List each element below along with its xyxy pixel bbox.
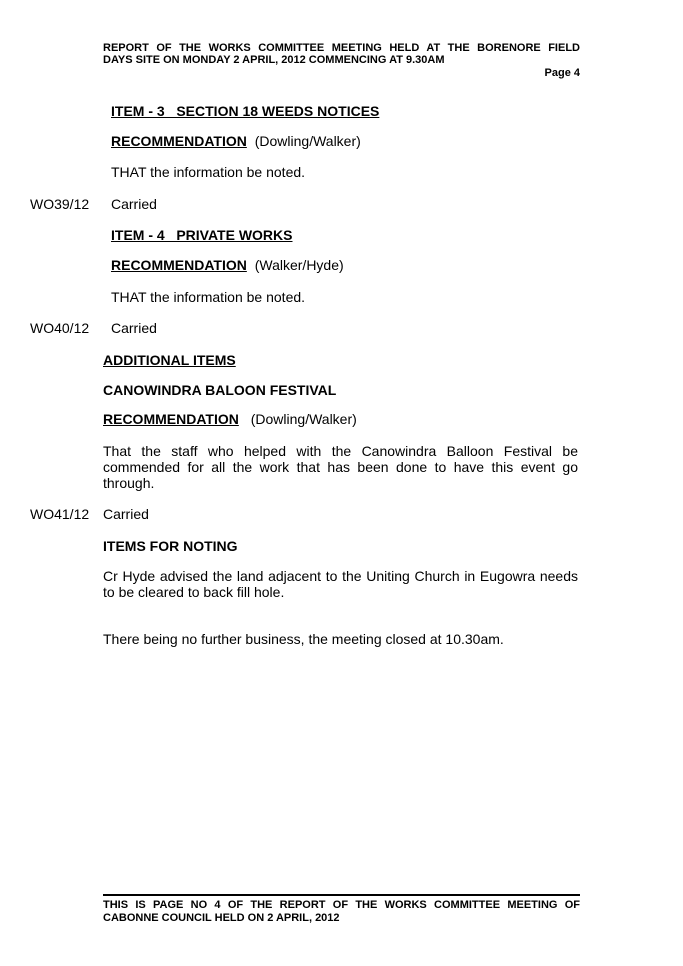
additional-recommendation: [103, 411, 357, 428]
additional-items-subheading: CANOWINDRA BALOON FESTIVAL: [103, 382, 337, 398]
item3-result: Carried: [111, 196, 157, 212]
footer-line1: THIS IS PAGE NO 4 OF THE REPORT OF THE WORKS COMMITTEE MEETING OF: [103, 899, 580, 911]
item4-text: THAT the information be noted.: [111, 289, 306, 305]
additional-resolution-number: WO41/12: [30, 506, 90, 522]
page-footer: [103, 899, 580, 925]
item3-recommendation: [111, 133, 361, 150]
footer-divider: [103, 894, 580, 896]
additional-result: Carried: [103, 506, 149, 522]
additional-rec-movers: (Dowling/Walker): [250, 411, 357, 427]
item4-result: Carried: [111, 320, 157, 336]
page-number: Page 4: [544, 67, 580, 79]
closing-text: There being no further business, the meeting closed at 10.30am.: [103, 631, 504, 647]
item4-rec-movers: (Walker/Hyde): [254, 257, 344, 273]
additional-items-heading: ADDITIONAL ITEMS: [103, 352, 236, 368]
item3-rec-label: RECOMMENDATION: [111, 133, 247, 149]
noting-text: Cr Hyde advised the land adjacent to the Uniting Church in Eugowra needs to be cleared to back fill hole.: [103, 568, 578, 600]
item4-recommendation: [111, 257, 344, 274]
item4-rec-label: RECOMMENDATION: [111, 257, 247, 273]
footer-line2: CABONNE COUNCIL HELD ON 2 APRIL, 2012: [103, 912, 340, 924]
item3-text: THAT the information be noted.: [111, 164, 306, 180]
item3-title: ITEM - 3 SECTION 18 WEEDS NOTICES: [111, 103, 380, 119]
report-header-line1: REPORT OF THE WORKS COMMITTEE MEETING HELD AT THE BORENORE FIELD: [103, 42, 580, 54]
item4-title: ITEM - 4 PRIVATE WORKS: [111, 227, 293, 243]
item3-resolution-number: WO39/12: [30, 196, 90, 212]
additional-text: That the staff who helped with the Canowindra Balloon Festival be commended for all the work that has been done to have this event go through.: [103, 443, 578, 491]
report-header-line2: DAYS SITE ON MONDAY 2 APRIL, 2012 COMMENCING AT 9.30AM: [103, 54, 445, 66]
item4-resolution-number: WO40/12: [30, 320, 90, 336]
noting-heading: ITEMS FOR NOTING: [103, 538, 238, 554]
item3-rec-movers: (Dowling/Walker): [254, 133, 361, 149]
additional-rec-label: RECOMMENDATION: [103, 411, 239, 427]
